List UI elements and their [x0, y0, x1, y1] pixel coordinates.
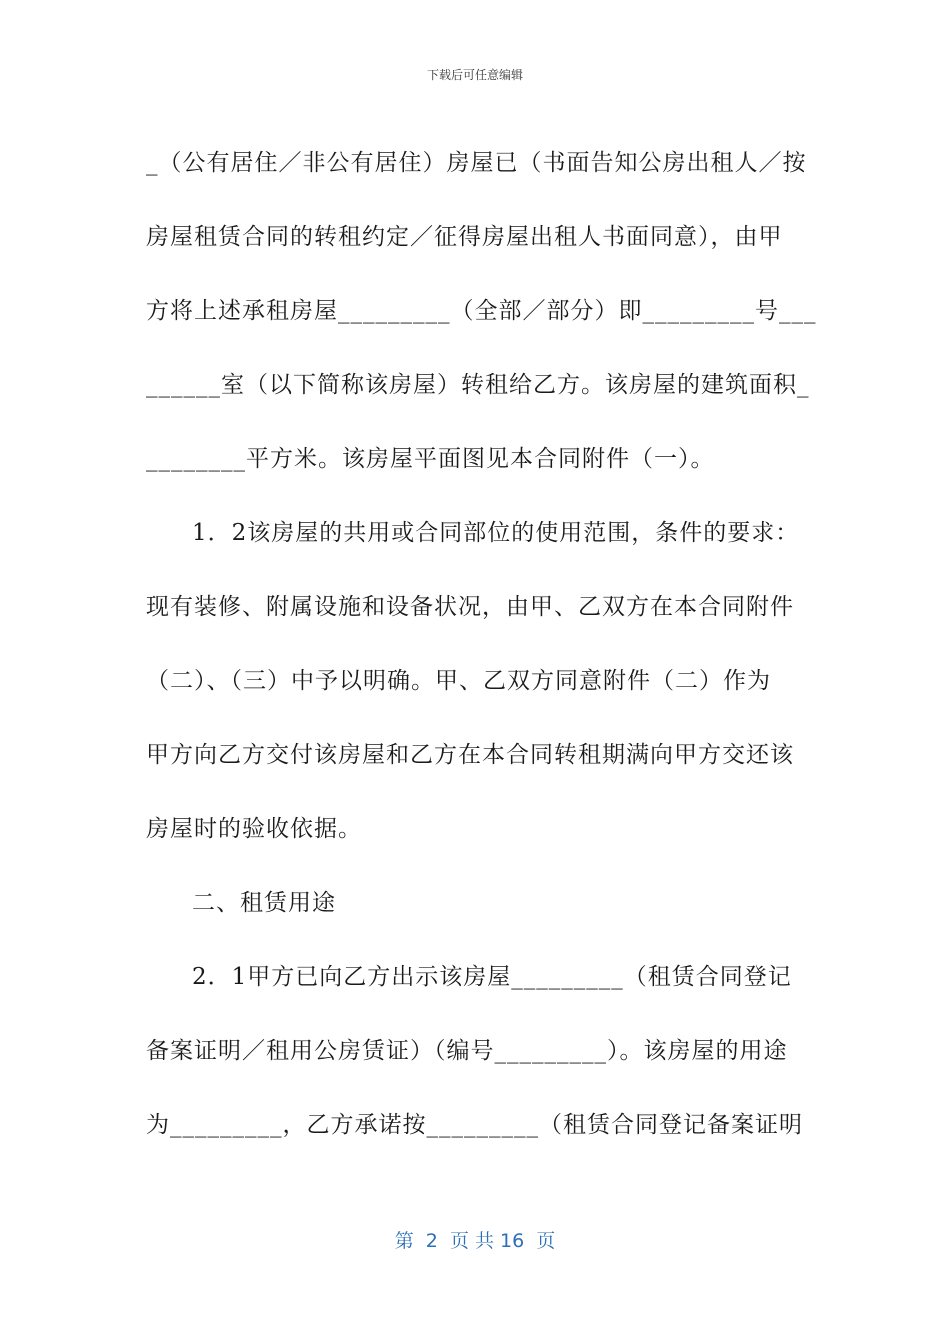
body-line: 甲方向乙方交付该房屋和乙方在本合同转租期满向甲方交还该 — [146, 742, 794, 768]
body-line: ______室（以下简称该房屋）转租给乙方。该房屋的建筑面积_ — [146, 372, 810, 398]
body-line: 方将上述承租房屋_________（全部／部分）即_________号___ — [146, 298, 817, 324]
clause-2-1: 2．1甲方已向乙方出示该房屋_________（租赁合同登记 — [192, 964, 792, 990]
page-header-note: 下载后可任意编辑 — [426, 68, 523, 82]
body-line: 为_________，乙方承诺按_________（租赁合同登记备案证明 — [146, 1112, 803, 1138]
body-line: 备案证明／租用公房赁证）（编号_________）。该房屋的用途 — [146, 1038, 788, 1064]
body-line: 房屋租赁合同的转租约定／征得房屋出租人书面同意），由甲 — [146, 224, 783, 250]
page-number-footer: 第 2 页 共 16 页 — [394, 1230, 556, 1252]
body-line: （二）、（三）中予以明确。甲、乙双方同意附件（二）作为 — [146, 668, 771, 694]
body-line: _（公有居住／非公有居住）房屋已（书面告知公房出租人／按 — [146, 150, 807, 176]
section-heading-lease-purpose: 二、租赁用途 — [192, 890, 336, 916]
clause-1-2: 1．2该房屋的共用或合同部位的使用范围，条件的要求： — [192, 520, 800, 546]
document-body — [146, 126, 817, 1162]
body-line: 现有装修、附属设施和设备状况，由甲、乙双方在本合同附件 — [146, 594, 794, 620]
body-line: 房屋时的验收依据。 — [146, 816, 362, 842]
body-line: ________平方米。该房屋平面图见本合同附件（一）。 — [146, 446, 715, 472]
